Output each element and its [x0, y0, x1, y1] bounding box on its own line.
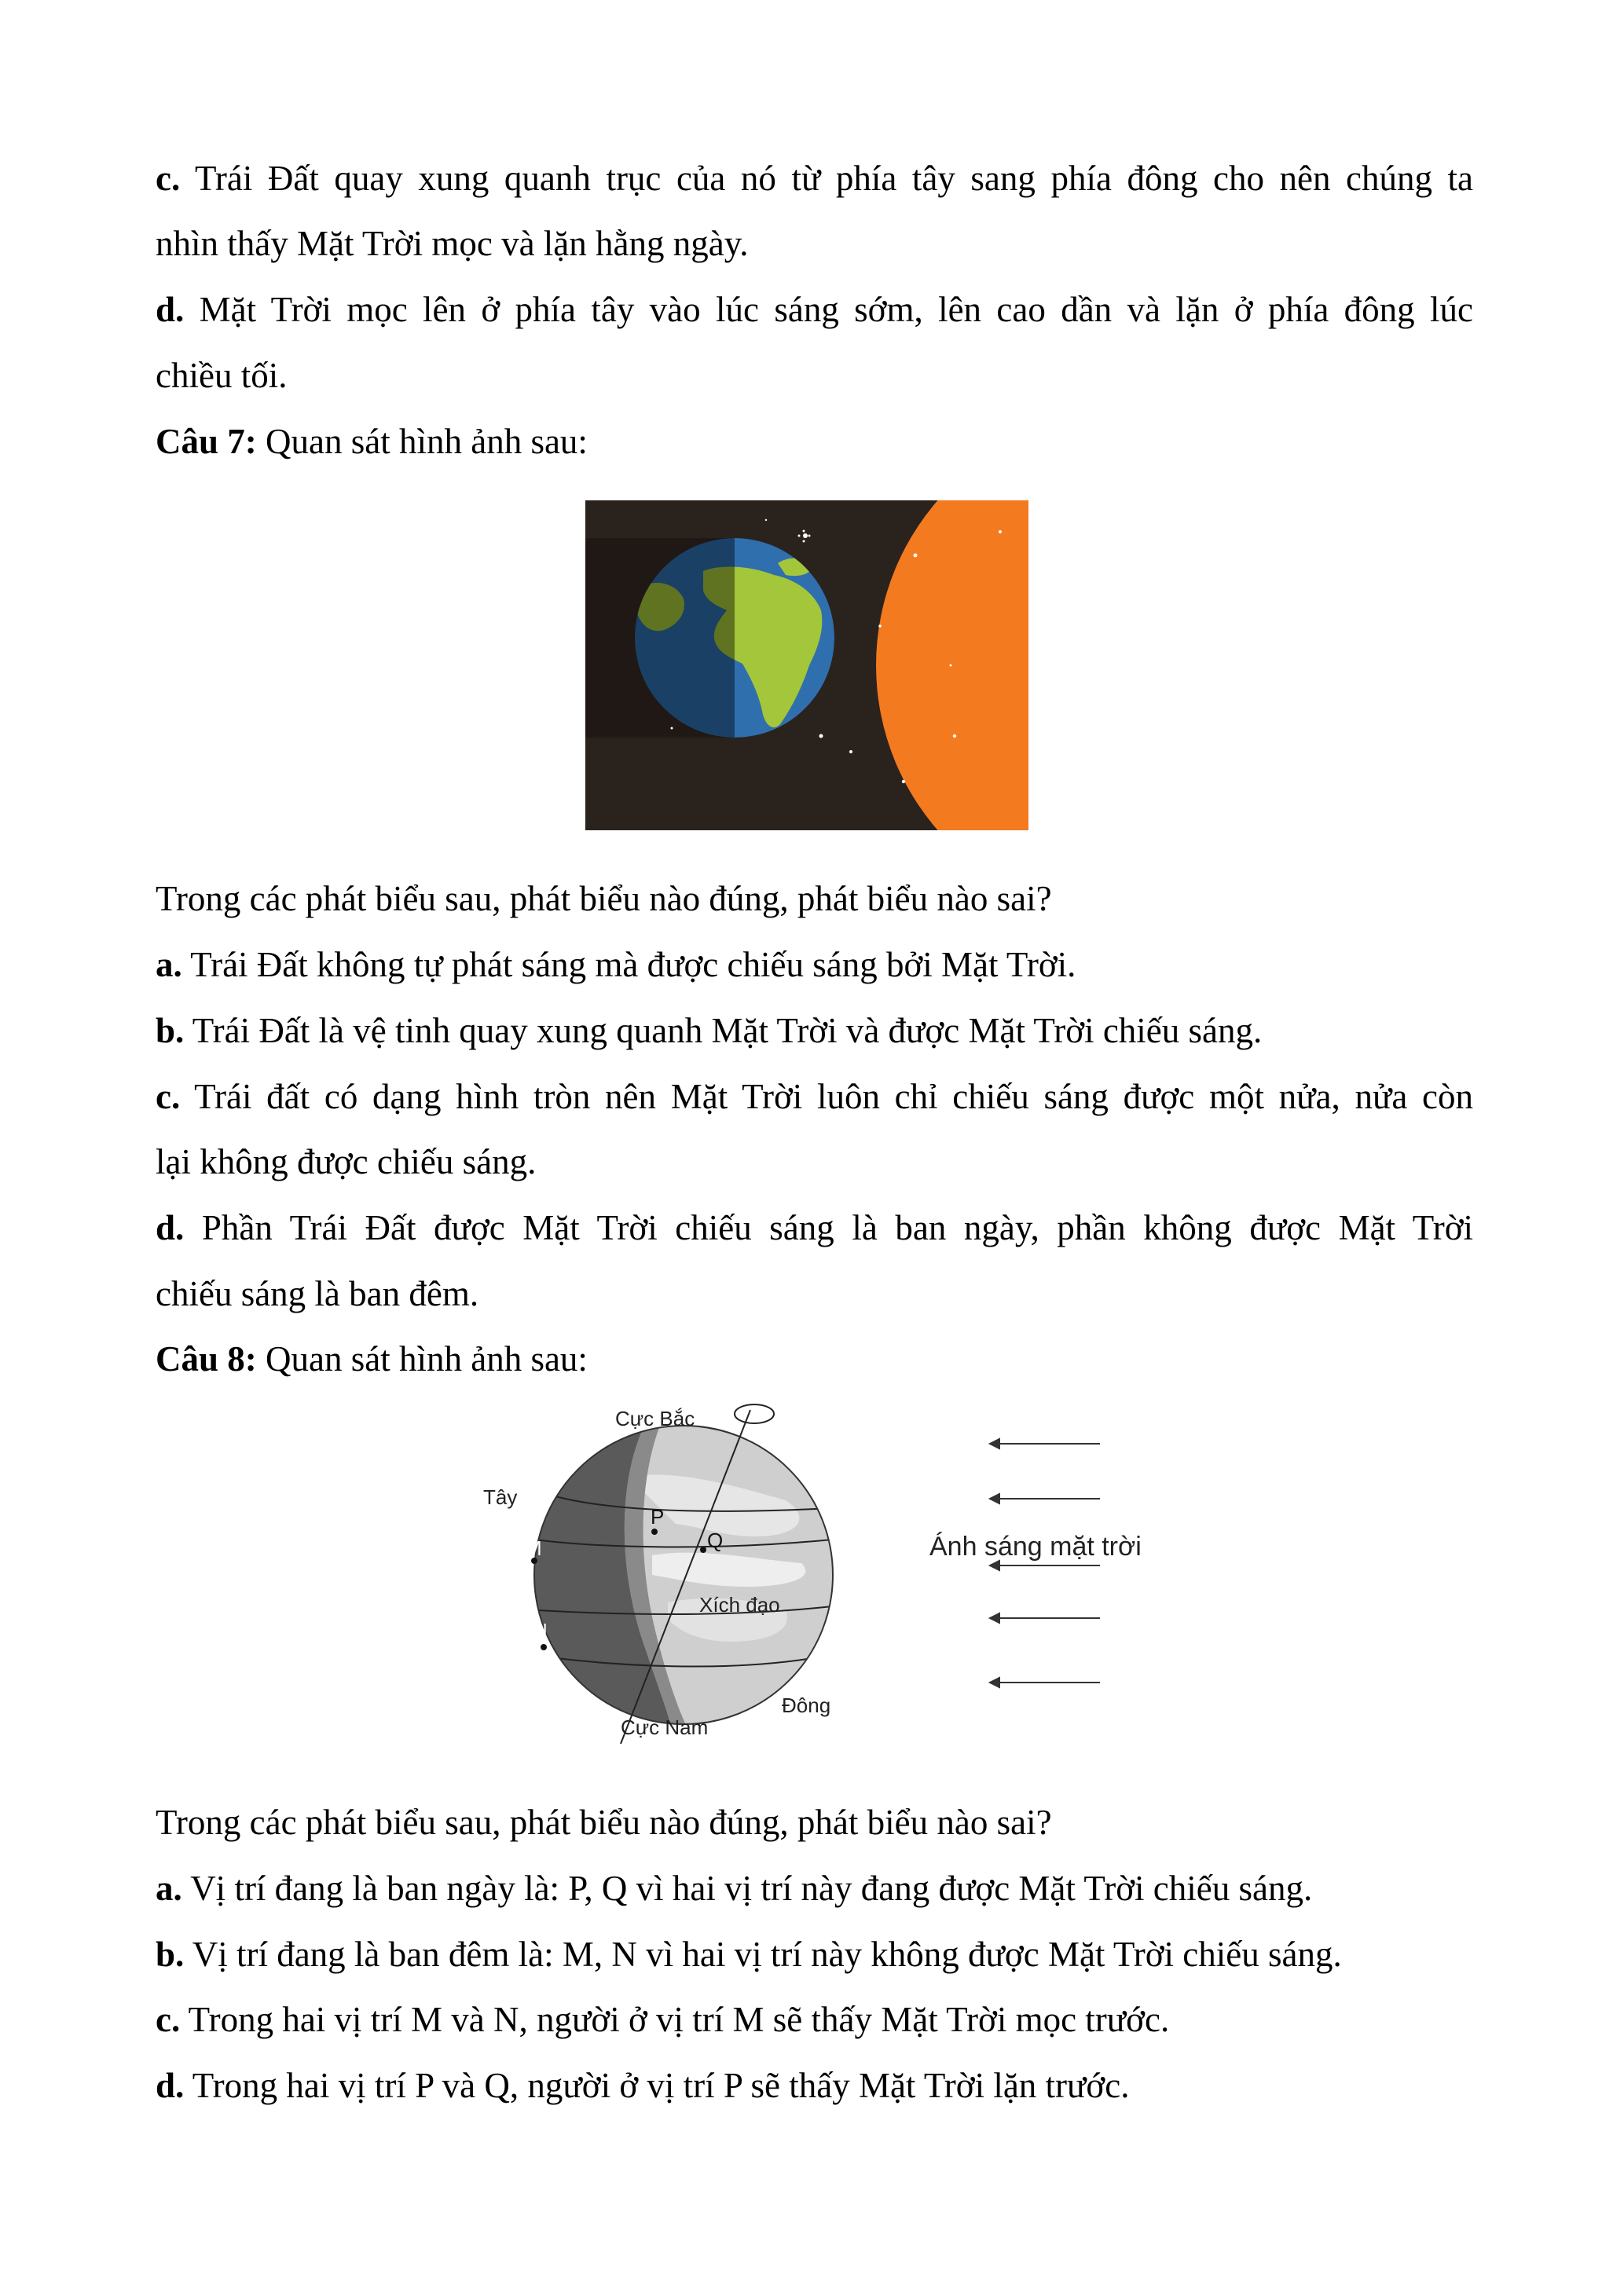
option-text: chiều tối.	[156, 356, 288, 395]
option-label: c.	[156, 2000, 181, 2039]
label-q: Q	[707, 1529, 724, 1552]
q7-c-line2	[156, 1138, 536, 1185]
q6-c-line2	[156, 220, 749, 267]
point-n-marker	[541, 1644, 547, 1650]
question-text: Trong các phát biểu sau, phát biểu nào đúng, phát biểu nào sai?	[156, 1803, 1052, 1842]
question-prompt: Quan sát hình ảnh sau:	[266, 1339, 588, 1379]
option-text: nhìn thấy Mặt Trời mọc và lặn hằng ngày.	[156, 224, 749, 263]
option-text: lại không được chiếu sáng.	[156, 1142, 537, 1181]
option-label: d.	[156, 1208, 185, 1247]
option-label: d.	[156, 2066, 185, 2105]
q6-c-line1	[156, 155, 1473, 202]
q6-d-line1	[156, 286, 1473, 333]
option-text: Mặt Trời mọc lên ở phía tây vào lúc sáng sớm, lên cao dần và lặn ở phía đông lúc	[199, 290, 1473, 329]
q8-d	[156, 2062, 1129, 2109]
earth-sun-illustration	[585, 500, 1028, 830]
question-title: Câu 7:	[156, 422, 257, 461]
label-east: Đông	[782, 1694, 831, 1717]
label-sunlight: Ánh sáng mặt trời	[929, 1532, 1142, 1562]
point-q-marker	[700, 1547, 706, 1553]
label-p: P	[651, 1505, 665, 1529]
q7-heading	[156, 418, 588, 465]
q7-c-line1	[156, 1073, 1473, 1120]
option-text: Phần Trái Đất được Mặt Trời chiếu sáng là ban ngày, phần không được Mặt Trời	[201, 1208, 1473, 1247]
question-prompt: Quan sát hình ảnh sau:	[266, 422, 588, 461]
rotation-arrow	[735, 1404, 774, 1423]
option-text: Vị trí đang là ban ngày là: P, Q vì hai vị trí này đang được Mặt Trời chiếu sáng.	[190, 1869, 1313, 1908]
option-text: Trái đất có dạng hình tròn nên Mặt Trời luôn chỉ chiếu sáng được một nửa, nửa còn	[194, 1077, 1473, 1116]
option-label: c.	[156, 159, 181, 198]
label-n: N	[533, 1619, 548, 1642]
q7-d-line1	[156, 1204, 1473, 1251]
question-text: Trong các phát biểu sau, phát biểu nào đúng, phát biểu nào sai?	[156, 879, 1052, 918]
option-text: Trong hai vị trí M và N, người ở vị trí M sẽ thấy Mặt Trời mọc trước.	[188, 2000, 1170, 2039]
q7-a	[156, 941, 1076, 988]
q8-b	[156, 1931, 1342, 1978]
option-text: Trái Đất quay xung quanh trục của nó từ phía tây sang phía đông cho nên chúng ta	[194, 159, 1473, 198]
option-text: Trái Đất không tự phát sáng mà được chiếu sáng bởi Mặt Trời.	[190, 945, 1076, 984]
q8-c	[156, 1996, 1169, 2043]
label-m: M	[525, 1536, 542, 1560]
q7-question	[156, 875, 1052, 922]
q7-d-line2	[156, 1270, 478, 1317]
q8-heading	[156, 1335, 588, 1382]
option-text: chiếu sáng là ban đêm.	[156, 1274, 479, 1313]
q6-d-line2	[156, 352, 287, 399]
option-label: c.	[156, 1077, 181, 1116]
point-p-marker	[651, 1529, 658, 1535]
option-label: d.	[156, 290, 185, 329]
option-label: b.	[156, 1935, 185, 1974]
option-text: Vị trí đang là ban đêm là: M, N vì hai vị trí này không được Mặt Trời chiếu sáng.	[192, 1935, 1342, 1974]
sunlight-arrows	[990, 1439, 1100, 1687]
earth-day-night-diagram	[471, 1398, 1163, 1767]
option-label: b.	[156, 1011, 185, 1050]
q7-b	[156, 1007, 1262, 1054]
label-north-pole: Cực Bắc	[615, 1407, 695, 1430]
label-south-pole: Cực Nam	[621, 1716, 709, 1739]
option-text: Trái Đất là vệ tinh quay xung quanh Mặt Trời và được Mặt Trời chiếu sáng.	[192, 1011, 1263, 1050]
option-label: a.	[156, 1869, 182, 1908]
option-text: Trong hai vị trí P và Q, người ở vị trí P sẽ thấy Mặt Trời lặn trước.	[192, 2066, 1130, 2105]
label-equator: Xích đạo	[699, 1593, 780, 1617]
label-west: Tây	[483, 1485, 518, 1509]
option-label: a.	[156, 945, 182, 984]
q8-question	[156, 1799, 1052, 1846]
q8-a	[156, 1865, 1312, 1912]
question-title: Câu 8:	[156, 1339, 257, 1379]
